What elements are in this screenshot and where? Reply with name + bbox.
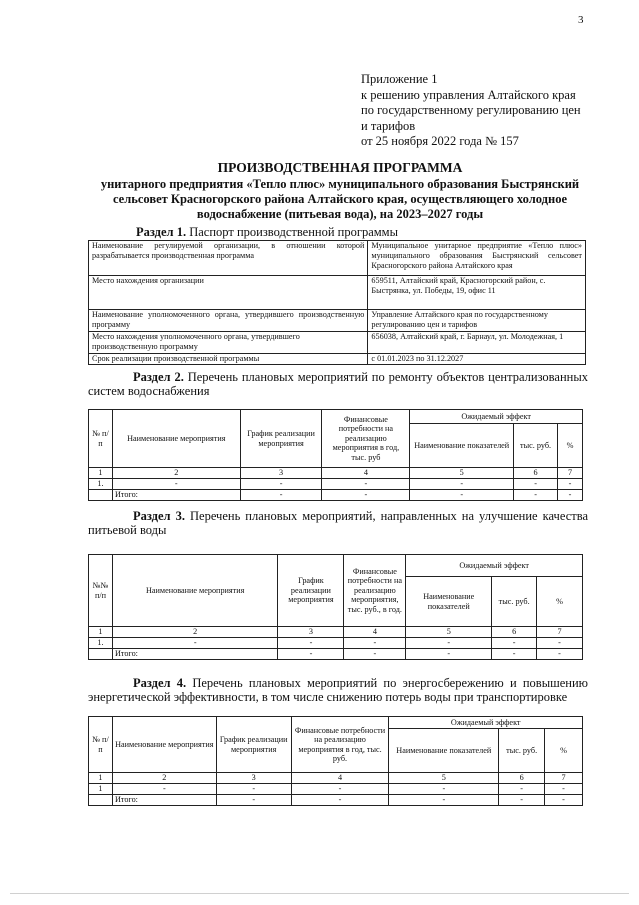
appendix-line: и тарифов bbox=[361, 118, 416, 133]
table-cell: 5 bbox=[410, 468, 514, 479]
table-row bbox=[89, 332, 586, 354]
passport-value: Муниципальное унитарное предприятие «Тепло плюс» муниципального образования Быстрянский сельсовет Красногорского района Алтайского края bbox=[368, 241, 586, 276]
table-cell: - bbox=[492, 638, 537, 649]
table-cell: - bbox=[545, 795, 583, 806]
section-1-title: Паспорт производственной программы bbox=[186, 225, 398, 239]
page-bottom-divider bbox=[10, 893, 629, 894]
table-cell: - bbox=[537, 649, 583, 660]
passport-table bbox=[88, 240, 586, 365]
col-header-effect: Ожидаемый эффект bbox=[406, 555, 583, 577]
table-cell: 2 bbox=[112, 627, 278, 638]
table-cell: - bbox=[558, 479, 583, 490]
col-header-effect: Ожидаемый эффект bbox=[410, 410, 583, 424]
section-3-heading bbox=[88, 509, 588, 537]
section-4-number: Раздел 4. bbox=[133, 676, 187, 690]
passport-label: Срок реализации производственной программы bbox=[89, 354, 368, 365]
table-cell: - bbox=[278, 649, 344, 660]
section-3-title: Перечень плановых мероприятий, направленных на улучшение качества питьевой воды bbox=[88, 509, 588, 537]
appendix-block bbox=[361, 72, 581, 150]
table-cell: - bbox=[322, 490, 410, 501]
passport-value: 659511, Алтайский край, Красногорский район, с. Быстрянка, ул. Победы, 19, офис 11 bbox=[368, 276, 586, 310]
col-header-finance: Финансовые потребности на реализацию мероприятия в год, тыс. руб. bbox=[291, 717, 389, 773]
table-cell: - bbox=[216, 784, 291, 795]
table-cell: 6 bbox=[492, 627, 537, 638]
table-cell: - bbox=[291, 795, 389, 806]
table-cell: 6 bbox=[499, 773, 545, 784]
table-row bbox=[89, 649, 583, 660]
table-row bbox=[89, 773, 583, 784]
section-2-title: Перечень плановых мероприятий по ремонту объектов централизованных систем водоснабжения bbox=[88, 370, 588, 398]
table-cell: 7 bbox=[558, 468, 583, 479]
table-cell bbox=[89, 490, 113, 501]
col-header-percent: % bbox=[545, 729, 583, 773]
col-header-name: Наименование мероприятия bbox=[112, 410, 240, 468]
total-label: Итого: bbox=[112, 490, 240, 501]
col-header-schedule: График реализации мероприятия bbox=[278, 555, 344, 627]
table-row bbox=[89, 490, 583, 501]
total-label: Итого: bbox=[112, 795, 216, 806]
table-cell: 7 bbox=[537, 627, 583, 638]
table-cell bbox=[89, 795, 113, 806]
table-cell: 4 bbox=[291, 773, 389, 784]
table-cell: 4 bbox=[322, 468, 410, 479]
table-header-row bbox=[89, 717, 583, 729]
col-header-indicator: Наименование показателей bbox=[410, 424, 514, 468]
table-cell: - bbox=[112, 638, 278, 649]
table-cell: - bbox=[410, 490, 514, 501]
section-4-title: Перечень плановых мероприятий по энергосбережению и повышению энергетической эффективности, в том числе снижению потерь воды при транспортировке bbox=[88, 676, 588, 704]
table-cell: - bbox=[406, 638, 492, 649]
passport-label: Место нахождения организации bbox=[89, 276, 368, 310]
appendix-line: по государственному регулированию цен bbox=[361, 103, 581, 117]
table-cell: 3 bbox=[240, 468, 322, 479]
col-header-thousand: тыс. руб. bbox=[499, 729, 545, 773]
table-row bbox=[89, 479, 583, 490]
table-cell: 7 bbox=[545, 773, 583, 784]
passport-value: Управление Алтайского края по государственному регулированию цен и тарифов bbox=[368, 310, 586, 332]
table-cell: 6 bbox=[514, 468, 558, 479]
section-4-heading bbox=[88, 676, 588, 704]
section-2-heading bbox=[88, 370, 588, 398]
passport-label: Место нахождения уполномоченного органа, утвердившего производственную программу bbox=[89, 332, 368, 354]
table-header-row bbox=[89, 410, 583, 424]
passport-label: Наименование уполномоченного органа, утвердившего производственную программу bbox=[89, 310, 368, 332]
table-cell: - bbox=[514, 479, 558, 490]
table-cell: - bbox=[291, 784, 389, 795]
passport-value: 656038, Алтайский край, г. Барнаул, ул. Молодежная, 1 bbox=[368, 332, 586, 354]
table-row bbox=[89, 310, 586, 332]
col-header-thousand: тыс. руб. bbox=[514, 424, 558, 468]
table-cell: - bbox=[112, 479, 240, 490]
table-cell: 1 bbox=[89, 627, 113, 638]
section-4-table bbox=[88, 716, 583, 806]
title-line: водоснабжение (питьевая вода), на 2023–2027 годы bbox=[196, 207, 484, 221]
table-row bbox=[89, 638, 583, 649]
col-header-indicator: Наименование показателей bbox=[406, 577, 492, 627]
page-number: 3 bbox=[578, 14, 584, 26]
table-cell: 1 bbox=[89, 773, 113, 784]
table-cell: - bbox=[514, 490, 558, 501]
table-cell: - bbox=[112, 784, 216, 795]
col-header-finance: Финансовые потребности на реализацию мероприятия в год, тыс. руб bbox=[322, 410, 410, 468]
table-cell: - bbox=[499, 784, 545, 795]
table-row bbox=[89, 627, 583, 638]
table-cell: 5 bbox=[406, 627, 492, 638]
table-cell bbox=[89, 649, 113, 660]
col-header-num: № п/п bbox=[89, 410, 113, 468]
col-header-indicator: Наименование показателей bbox=[389, 729, 499, 773]
col-header-finance: Финансовые потребности на реализацию мероприятия, тыс. руб., в год. bbox=[344, 555, 406, 627]
table-cell: 1. bbox=[89, 638, 113, 649]
table-cell: - bbox=[240, 490, 322, 501]
col-header-num: № п/п bbox=[89, 717, 113, 773]
table-cell: - bbox=[240, 479, 322, 490]
table-cell: - bbox=[558, 490, 583, 501]
col-header-percent: % bbox=[537, 577, 583, 627]
table-cell: - bbox=[410, 479, 514, 490]
col-header-name: Наименование мероприятия bbox=[112, 555, 278, 627]
col-header-schedule: График реализации мероприятия bbox=[240, 410, 322, 468]
table-cell: - bbox=[278, 638, 344, 649]
total-label: Итого: bbox=[112, 649, 278, 660]
table-row bbox=[89, 354, 586, 365]
table-row bbox=[89, 468, 583, 479]
table-cell: 2 bbox=[112, 468, 240, 479]
section-2-table bbox=[88, 409, 583, 501]
col-header-schedule: График реализации мероприятия bbox=[216, 717, 291, 773]
section-3-number: Раздел 3. bbox=[133, 509, 185, 523]
passport-value: с 01.01.2023 по 31.12.2027 bbox=[368, 354, 586, 365]
table-cell: 1 bbox=[89, 784, 113, 795]
table-cell: - bbox=[537, 638, 583, 649]
title-line: ПРОИЗВОДСТВЕННАЯ ПРОГРАММА bbox=[217, 160, 463, 175]
table-cell: - bbox=[545, 784, 583, 795]
table-cell: 2 bbox=[112, 773, 216, 784]
appendix-line: к решению управления Алтайского края bbox=[361, 87, 576, 102]
col-header-percent: % bbox=[558, 424, 583, 468]
section-1-heading bbox=[136, 225, 398, 239]
section-2-number: Раздел 2. bbox=[133, 370, 184, 384]
title-line: сельсовет Красногорского района Алтайского края, осуществляющего холодное bbox=[112, 192, 567, 206]
col-header-num: №№ п/п bbox=[89, 555, 113, 627]
table-cell: - bbox=[389, 795, 499, 806]
passport-label: Наименование регулируемой организации, в отношении которой разрабатывается производственная программа bbox=[89, 241, 368, 276]
col-header-name: Наименование мероприятия bbox=[112, 717, 216, 773]
section-1-number: Раздел 1. bbox=[136, 225, 187, 239]
table-cell: - bbox=[344, 649, 406, 660]
appendix-line: Приложение 1 bbox=[361, 72, 438, 86]
table-cell: 3 bbox=[278, 627, 344, 638]
table-cell: - bbox=[389, 784, 499, 795]
appendix-line: от 25 ноября 2022 года № 157 bbox=[361, 134, 519, 148]
table-cell: - bbox=[492, 649, 537, 660]
table-cell: - bbox=[406, 649, 492, 660]
table-cell: 1 bbox=[89, 468, 113, 479]
table-row bbox=[89, 241, 586, 276]
col-header-effect: Ожидаемый эффект bbox=[389, 717, 583, 729]
table-cell: 4 bbox=[344, 627, 406, 638]
document-title bbox=[60, 160, 620, 222]
table-cell: 3 bbox=[216, 773, 291, 784]
table-cell: 1. bbox=[89, 479, 113, 490]
table-row bbox=[89, 784, 583, 795]
table-cell: - bbox=[322, 479, 410, 490]
table-cell: - bbox=[344, 638, 406, 649]
col-header-thousand: тыс. руб. bbox=[492, 577, 537, 627]
table-cell: 5 bbox=[389, 773, 499, 784]
title-line: унитарного предприятия «Тепло плюс» муниципального образования Быстрянский bbox=[100, 177, 580, 191]
table-row bbox=[89, 276, 586, 310]
table-cell: - bbox=[499, 795, 545, 806]
table-row bbox=[89, 795, 583, 806]
table-cell: - bbox=[216, 795, 291, 806]
section-3-table bbox=[88, 554, 583, 660]
table-header-row bbox=[89, 555, 583, 577]
